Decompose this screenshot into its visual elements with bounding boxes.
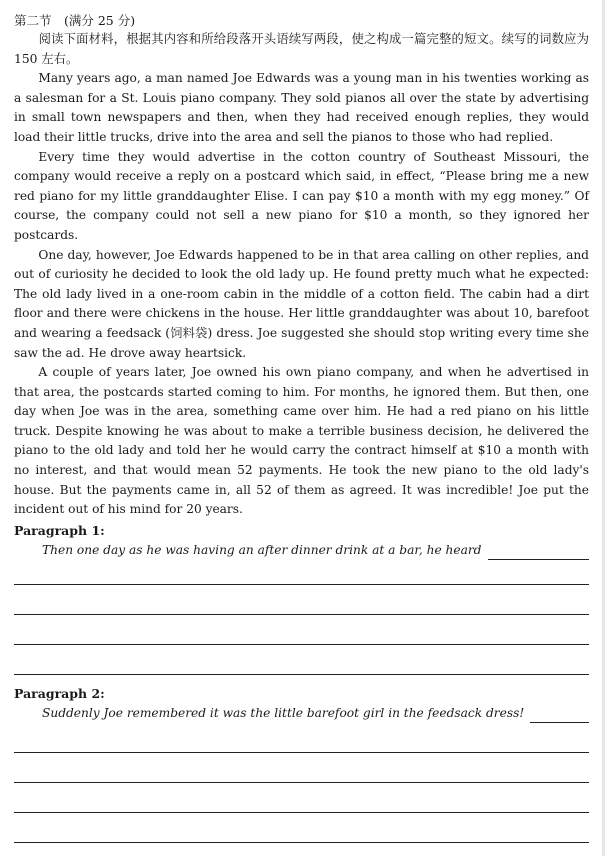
passage-paragraph-2: Every time they would advertise in the cotton country of Southeast Missouri, the company would receive a reply on a postcard which said, in effect, “Please bring me a new red piano for my little granddaughter Elise. I can pay $10 a month with my egg money.” Of course, the company could not sell a new piano for $10 a month, so they ignored her postcards. (14, 149, 589, 242)
paragraph-2-writing-lines[interactable] (14, 723, 589, 843)
writing-line[interactable] (14, 723, 589, 753)
paragraph-2-prompt-text: Suddenly Joe remembered it was the little barefoot girl in the feedsack dress! (42, 705, 525, 720)
writing-line[interactable] (14, 585, 589, 615)
writing-line[interactable] (14, 560, 589, 585)
passage-paragraph-4: A couple of years later, Joe owned his own piano company, and when he advertised in that area, the postcards started coming to him. For months, he ignored them. But then, one day when Joe was in the area, something came over him. He had a red piano on his little truck. Despite knowing he was about to make a terrible business decision, he delivered the piano to the old lady and told her he would carry the contract himself at $10 a month with no interest, and that would mean 52 payments. He took the new piano to the old lady's house. But the payments came in, all 52 of them as agreed. It was incredible! Joe put the incident out of his mind for 20 years. (14, 365, 589, 517)
paragraph-2-prompt (14, 703, 589, 723)
instruction-text: 阅读下面材料，根据其内容和所给段落开头语续写两段，使之构成一篇完整的短文。续写的词数应为 150 左右。 (14, 32, 589, 66)
writing-line[interactable] (14, 615, 589, 645)
paragraph-1-writing-lines[interactable] (14, 560, 589, 675)
paragraph-2-label: Paragraph 2: (14, 685, 105, 701)
writing-line[interactable] (14, 783, 589, 813)
paragraph-1-blank[interactable] (488, 545, 590, 560)
writing-line[interactable] (14, 645, 589, 675)
paragraph-1-prompt-text: Then one day as he was having an after dinner drink at a bar, he heard (42, 542, 482, 557)
paragraph-1-label: Paragraph 1: (14, 522, 105, 538)
section-title: 第二节 (满分 25 分) (14, 13, 136, 28)
writing-line[interactable] (14, 753, 589, 783)
passage-paragraph-3: One day, however, Joe Edwards happened to be in that area calling on other replies, and out of curiosity he decided to look the old lady up. He found pretty much what he expected: The old lady lived in a one-room cabin in the middle of a cotton field. The cabin had a dirt floor and there were chickens in the house. Her little granddaughter was about 10, barefoot and wearing a feedsack (饲料袋) dress. Joe suggested she should stop writing every time she saw the ad. He drove away heartsick. (14, 247, 589, 360)
writing-line[interactable] (14, 813, 589, 843)
paragraph-2-blank[interactable] (530, 708, 589, 723)
paragraph-1-prompt (14, 540, 589, 560)
passage-paragraph-1: Many years ago, a man named Joe Edwards was a young man in his twenties working as a salesman for a St. Louis piano company. They sold pianos all over the state by advertising in small town newspapers and then, when they had received enough replies, they would load their little trucks, drive into the area and sell the pianos to those who had replied. (14, 71, 589, 144)
